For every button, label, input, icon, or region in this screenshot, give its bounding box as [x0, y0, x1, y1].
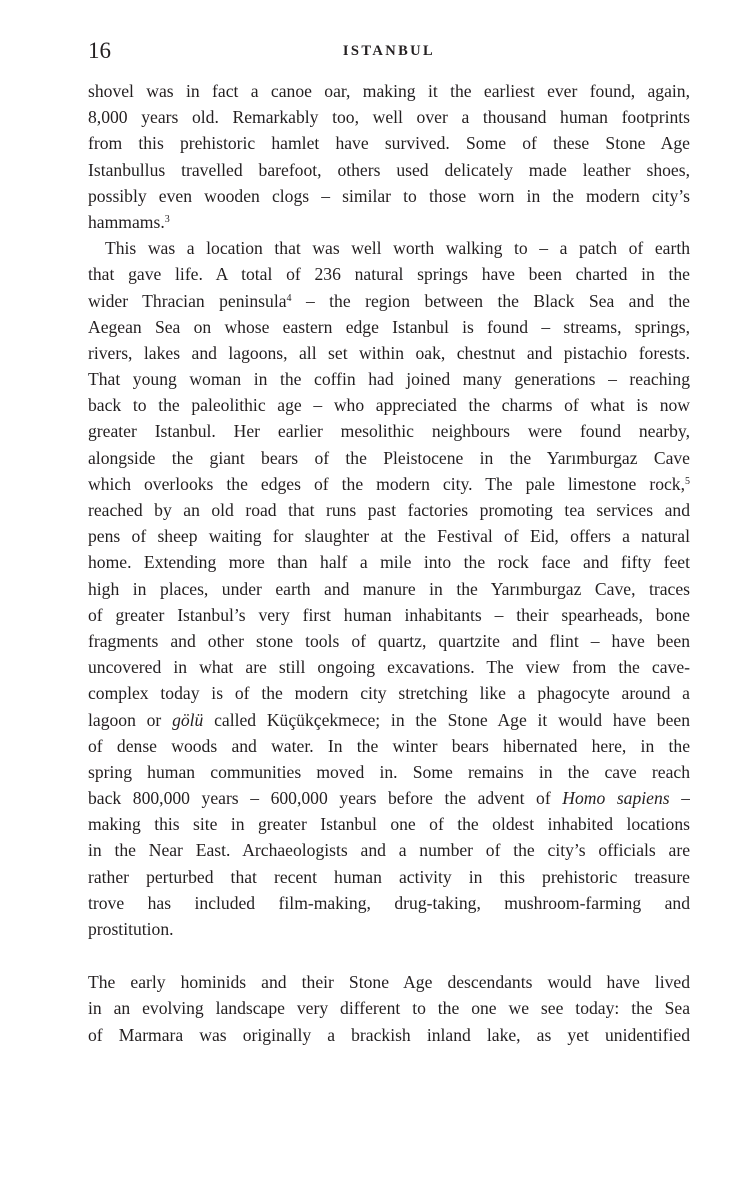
text-segment: prostitution.: [88, 919, 174, 939]
text-segment: – the region between the Black Sea and the: [291, 290, 690, 311]
text-segment: back 800,000 years – 600,000 years before the advent of: [88, 788, 563, 809]
text-segment: shovel was in fact a canoe oar, making it the earliest ever found, again,: [88, 81, 690, 101]
text-line: [88, 471, 690, 497]
text-segment: greater Istanbul. Her earlier mesolithic neighbours were found nearby,: [88, 421, 690, 442]
text-segment: Istanbullus travelled barefoot, others used delicately made leather shoes,: [88, 159, 690, 180]
text-line: [88, 995, 690, 1021]
text-segment: home. Extending more than half a mile into the rock face and fifty feet: [88, 552, 690, 573]
text-line: [88, 969, 690, 995]
text-segment: from this prehistoric hamlet have survived. Some of these Stone Age: [88, 133, 690, 154]
text-line: [88, 916, 690, 942]
section-break: [88, 942, 690, 969]
text-line: [88, 707, 690, 733]
text-segment: Aegean Sea on whose eastern edge Istanbul is found – streams, springs,: [88, 316, 690, 337]
italic-text: Homo sapiens: [562, 788, 670, 809]
text-segment: of Marmara was originally a brackish inland lake, as yet unidentified: [88, 1024, 690, 1045]
text-segment: uncovered in what are still ongoing excavations. The view from the cave-: [88, 657, 690, 678]
text-segment: That young woman in the coffin had joined many generations – reaching: [88, 369, 690, 390]
text-line: [88, 811, 690, 837]
text-line: [88, 523, 690, 549]
text-line: [88, 392, 690, 418]
text-segment: pens of sheep waiting for slaughter at the Festival of Eid, offers a natural: [88, 526, 690, 547]
text-line: [88, 209, 690, 235]
text-line: [88, 288, 690, 314]
text-segment: lagoon or: [88, 709, 173, 730]
text-line: [88, 1022, 690, 1048]
text-line: [88, 445, 690, 471]
text-line: [88, 654, 690, 680]
body-text: [88, 78, 690, 1048]
text-segment: in an evolving landscape very different to the one we see today: the Sea: [88, 998, 690, 1019]
text-segment: –: [669, 788, 690, 809]
text-segment: reached by an old road that runs past factories promoting tea services and: [88, 500, 690, 520]
text-line: [88, 733, 690, 759]
text-line: [88, 628, 690, 654]
text-segment: which overlooks the edges of the modern city. The pale limestone rock,: [88, 473, 685, 494]
text-line: [88, 890, 690, 916]
text-segment: spring human communities moved in. Some remains in the cave reach: [88, 761, 690, 782]
text-line: [88, 785, 690, 811]
text-line: [88, 157, 690, 183]
text-line: [88, 759, 690, 785]
text-segment: alongside the giant bears of the Pleistocene in the Yarımburgaz Cave: [88, 447, 690, 468]
text-segment: complex today is of the modern city stretching like a phagocyte around a: [88, 683, 690, 704]
text-line: [88, 78, 690, 104]
text-segment: rather perturbed that recent human activity in this prehistoric treasure: [88, 866, 690, 887]
text-segment: called Küçükçekmece; in the Stone Age it would have been: [203, 709, 690, 730]
text-segment: wider Thracian peninsula: [88, 290, 287, 311]
text-line: [88, 261, 690, 287]
italic-text: gölü: [172, 709, 204, 730]
text-line: [88, 104, 690, 130]
text-line: [88, 864, 690, 890]
running-title: ISTANBUL: [342, 43, 436, 59]
text-segment: in the Near East. Archaeologists and a number of the city’s officials are: [88, 840, 690, 861]
text-segment: back to the paleolithic age – who appreciated the charms of what is now: [88, 395, 690, 416]
text-segment: rivers, lakes and lagoons, all set within oak, chestnut and pistachio forests.: [88, 342, 690, 363]
text-line: [88, 549, 690, 575]
paragraph: [88, 969, 690, 1048]
text-line: [88, 314, 690, 340]
text-segment: high in places, under earth and manure in the Yarımburgaz Cave, traces: [88, 578, 690, 599]
text-segment: fragments and other stone tools of quartz, quartzite and flint – have been: [88, 630, 690, 651]
text-line: [88, 576, 690, 602]
text-segment: hammams.: [88, 211, 165, 232]
paragraph: [88, 235, 690, 942]
text-line: [88, 183, 690, 209]
text-segment: that gave life. A total of 236 natural springs have been charted in the: [88, 264, 690, 285]
text-segment: of greater Istanbul’s very first human inhabitants – their spearheads, bone: [88, 604, 690, 625]
text-line: [88, 418, 690, 444]
text-line: [88, 130, 690, 156]
page-number: 16: [88, 38, 111, 63]
text-segment: of dense woods and water. In the winter bears hibernated here, in the: [88, 735, 690, 756]
text-segment: 8,000 years old. Remarkably too, well over a thousand human footprints: [88, 107, 690, 128]
paragraph: [88, 78, 690, 235]
text-segment: The early hominids and their Stone Age descendants would have lived: [88, 972, 690, 993]
footnote-ref: 3: [164, 213, 170, 225]
text-segment: trove has included film-making, drug-taking, mushroom-farming and: [88, 892, 690, 913]
text-segment: making this site in greater Istanbul one of the oldest inhabited locations: [88, 814, 690, 835]
text-line: [88, 340, 690, 366]
text-line: [88, 235, 690, 261]
text-line: [88, 602, 690, 628]
text-line: [88, 680, 690, 706]
running-head: [88, 38, 690, 68]
text-segment: This was a location that was well worth walking to – a patch of earth: [105, 238, 690, 259]
text-line: [88, 366, 690, 392]
footnote-ref: 5: [685, 475, 690, 487]
text-line: [88, 497, 690, 523]
text-segment: possibly even wooden clogs – similar to those worn in the modern city’s: [88, 185, 690, 206]
text-line: [88, 837, 690, 863]
footnote-ref: 4: [286, 292, 292, 304]
